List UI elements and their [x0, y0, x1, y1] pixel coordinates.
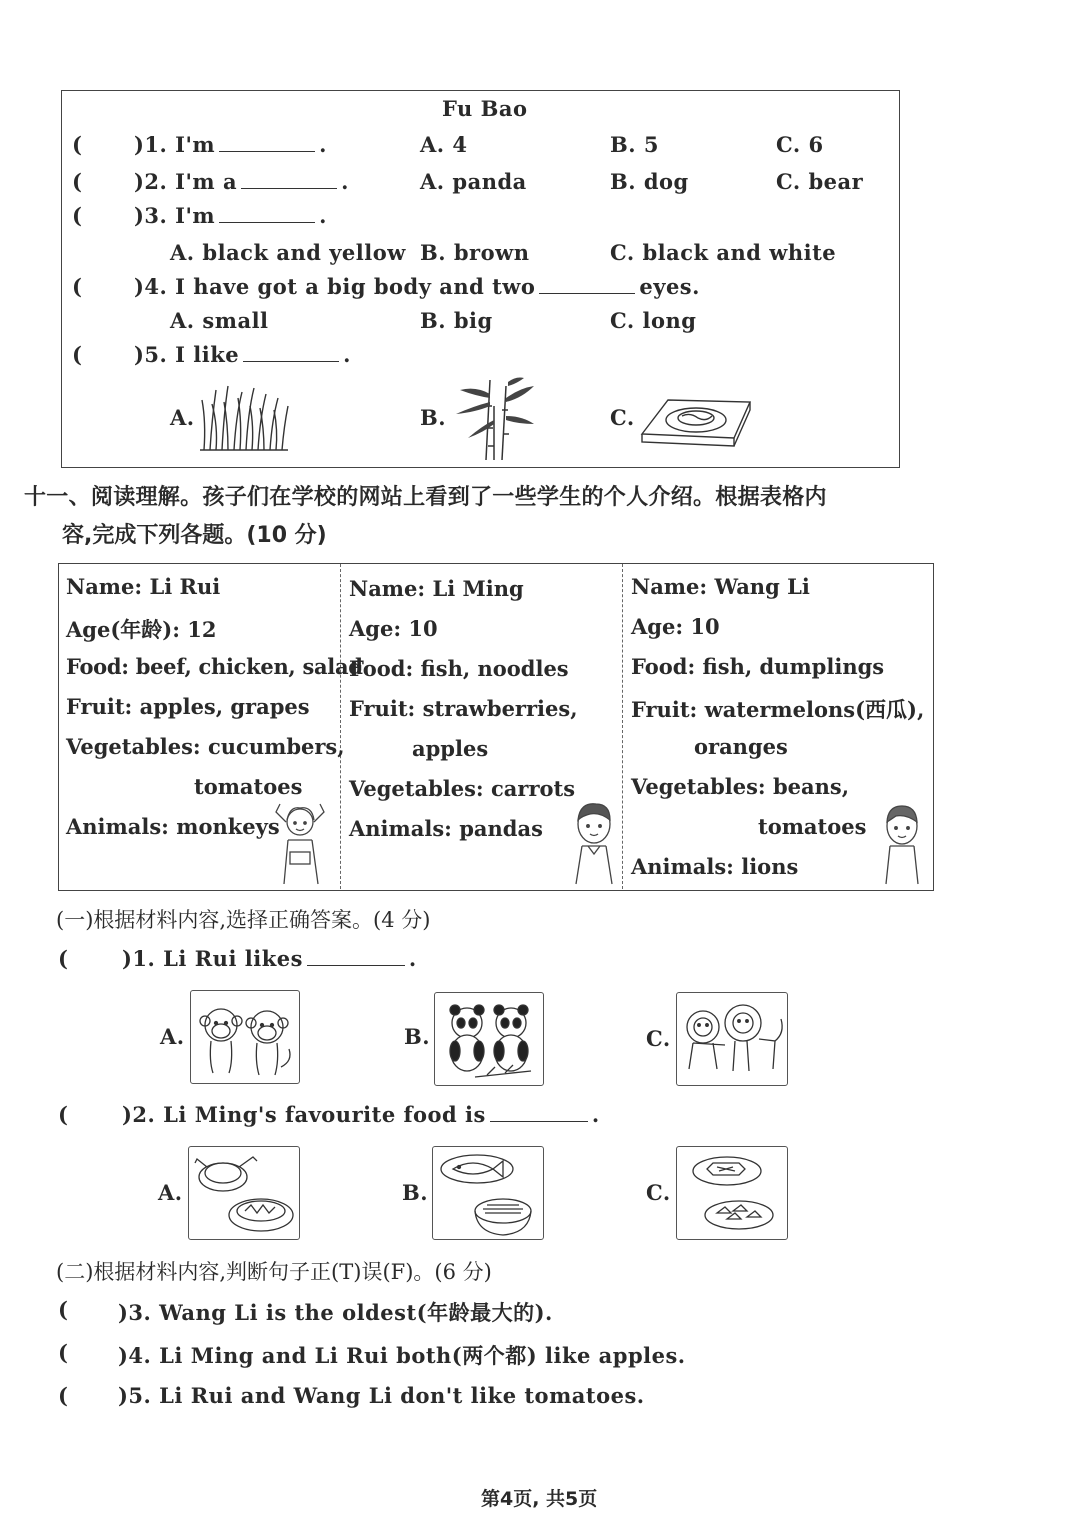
bamboo-icon: [446, 376, 538, 462]
q5-blank[interactable]: [243, 360, 339, 362]
li-rui-age: Age(年龄): 12: [66, 617, 217, 642]
p2-q3-text: )3. Wang Li is the oldest(年龄最大的).: [118, 1300, 553, 1325]
q5-stem: )5. I like .: [134, 342, 351, 367]
p2-q5-text: )5. Li Rui and Wang Li don't like tomatoes.: [118, 1383, 645, 1408]
lions-icon: [677, 993, 787, 1085]
chicken-salad-picture[interactable]: [188, 1146, 300, 1240]
q5-option-c-label[interactable]: C.: [610, 405, 635, 430]
lions-picture[interactable]: [676, 992, 788, 1086]
p1-q1-option-b-label[interactable]: B.: [404, 1024, 431, 1049]
p2-q5-paren: (: [58, 1383, 69, 1408]
li-ming-age: Age: 10: [349, 616, 438, 641]
part-1-heading: (一)根据材料内容,选择正确答案。(4 分): [56, 908, 431, 932]
beef-dumplings-icon: [677, 1147, 787, 1239]
q2-option-c[interactable]: C. bear: [776, 169, 864, 194]
monkeys-picture[interactable]: [190, 990, 300, 1084]
pandas-icon: [435, 993, 543, 1085]
p1-q1-blank[interactable]: [307, 964, 405, 966]
li-rui-name: Name: Li Rui: [66, 574, 221, 599]
section-11-heading-cont: 容,完成下列各题。(10 分): [62, 523, 327, 548]
beef-dumplings-picture[interactable]: [676, 1146, 788, 1240]
li-rui-food: Food: beef, chicken, salad: [66, 654, 363, 679]
wang-li-age: Age: 10: [631, 614, 720, 639]
p1-q2-option-a-label[interactable]: A.: [158, 1180, 183, 1205]
q1-option-b[interactable]: B. 5: [610, 132, 659, 157]
p2-q3-paren: (: [58, 1297, 69, 1322]
q5-option-a-label[interactable]: A.: [170, 405, 195, 430]
girl-avatar-icon: [270, 800, 332, 886]
li-ming-animals: Animals: pandas: [349, 816, 543, 841]
fu-bao-title: Fu Bao: [442, 96, 528, 121]
page-number: 第4页, 共5页: [481, 1488, 598, 1510]
q5-paren: (: [72, 342, 83, 367]
q1-blank[interactable]: [219, 150, 315, 152]
q1-option-a[interactable]: A. 4: [420, 132, 468, 157]
q3-option-b[interactable]: B. brown: [420, 240, 530, 265]
q5-option-b-label[interactable]: B.: [420, 405, 447, 430]
q2-paren: (: [72, 169, 83, 194]
q4-paren: (: [72, 274, 83, 299]
wang-li-food: Food: fish, dumplings: [631, 654, 885, 679]
li-rui-fruit: Fruit: apples, grapes: [66, 694, 310, 719]
q3-option-a[interactable]: A. black and yellow: [170, 240, 406, 265]
grass-icon: [198, 382, 290, 452]
wang-li-fruit: Fruit: watermelons(西瓜),: [631, 697, 925, 722]
monkeys-icon: [191, 991, 299, 1083]
li-ming-food: Food: fish, noodles: [349, 656, 569, 681]
li-rui-vegetables: Vegetables: cucumbers,: [66, 734, 345, 759]
q4-option-b[interactable]: B. big: [420, 308, 493, 333]
p1-q1-paren: (: [58, 946, 69, 971]
q3-option-c[interactable]: C. black and white: [610, 240, 837, 265]
part-2-heading: (二)根据材料内容,判断句子正(T)误(F)。(6 分): [56, 1260, 492, 1284]
p1-q1-stem: )1. Li Rui likes .: [122, 946, 417, 971]
wang-li-animals: Animals: lions: [631, 854, 799, 879]
boy-avatar-2-icon: [876, 800, 928, 886]
wang-li-fruit-cont: oranges: [694, 734, 788, 759]
boy-avatar-icon: [566, 798, 620, 886]
li-rui-animals: Animals: monkeys: [66, 814, 280, 839]
p2-q4-paren: (: [58, 1340, 69, 1365]
meat-on-board-icon: [638, 390, 754, 450]
fish-noodles-picture[interactable]: [432, 1146, 544, 1240]
li-ming-vegetables: Vegetables: carrots: [349, 776, 576, 801]
table-divider-1: [340, 564, 341, 889]
table-divider-2: [622, 564, 623, 889]
q3-stem: )3. I'm .: [134, 203, 327, 228]
q1-stem: )1. I'm .: [134, 132, 327, 157]
li-rui-vegetables-cont: tomatoes: [194, 774, 303, 799]
p1-q2-paren: (: [58, 1102, 69, 1127]
li-ming-name: Name: Li Ming: [349, 576, 524, 601]
student-profile-table: [58, 563, 934, 891]
q3-blank[interactable]: [219, 221, 315, 223]
fish-noodles-icon: [433, 1147, 543, 1239]
q4-option-c[interactable]: C. long: [610, 308, 697, 333]
p1-q1-option-a-label[interactable]: A.: [160, 1024, 185, 1049]
p1-q1-option-c-label[interactable]: C.: [646, 1026, 671, 1051]
li-ming-fruit-cont: apples: [412, 736, 489, 761]
q4-option-a[interactable]: A. small: [170, 308, 269, 333]
p1-q2-stem: )2. Li Ming's favourite food is .: [122, 1102, 600, 1127]
q2-option-b[interactable]: B. dog: [610, 169, 689, 194]
q2-option-a[interactable]: A. panda: [420, 169, 527, 194]
q2-stem: )2. I'm a .: [134, 169, 349, 194]
chicken-salad-icon: [189, 1147, 299, 1239]
q1-paren: (: [72, 132, 83, 157]
q4-blank[interactable]: [539, 292, 635, 294]
q3-paren: (: [72, 203, 83, 228]
p1-q2-blank[interactable]: [490, 1120, 588, 1122]
q4-stem: )4. I have got a big body and two eyes.: [134, 274, 700, 299]
li-ming-fruit: Fruit: strawberries,: [349, 696, 578, 721]
wang-li-vegetables-cont: tomatoes: [758, 814, 867, 839]
q1-option-c[interactable]: C. 6: [776, 132, 824, 157]
wang-li-name: Name: Wang Li: [631, 574, 810, 599]
wang-li-vegetables: Vegetables: beans,: [631, 774, 850, 799]
p2-q4-text: )4. Li Ming and Li Rui both(两个都) like apples.: [118, 1343, 686, 1368]
section-11-heading: 十一、阅读理解。孩子们在学校的网站上看到了一些学生的个人介绍。根据表格内: [24, 485, 827, 510]
p1-q2-option-b-label[interactable]: B.: [402, 1180, 429, 1205]
q2-blank[interactable]: [241, 187, 337, 189]
p1-q2-option-c-label[interactable]: C.: [646, 1180, 671, 1205]
pandas-picture[interactable]: [434, 992, 544, 1086]
